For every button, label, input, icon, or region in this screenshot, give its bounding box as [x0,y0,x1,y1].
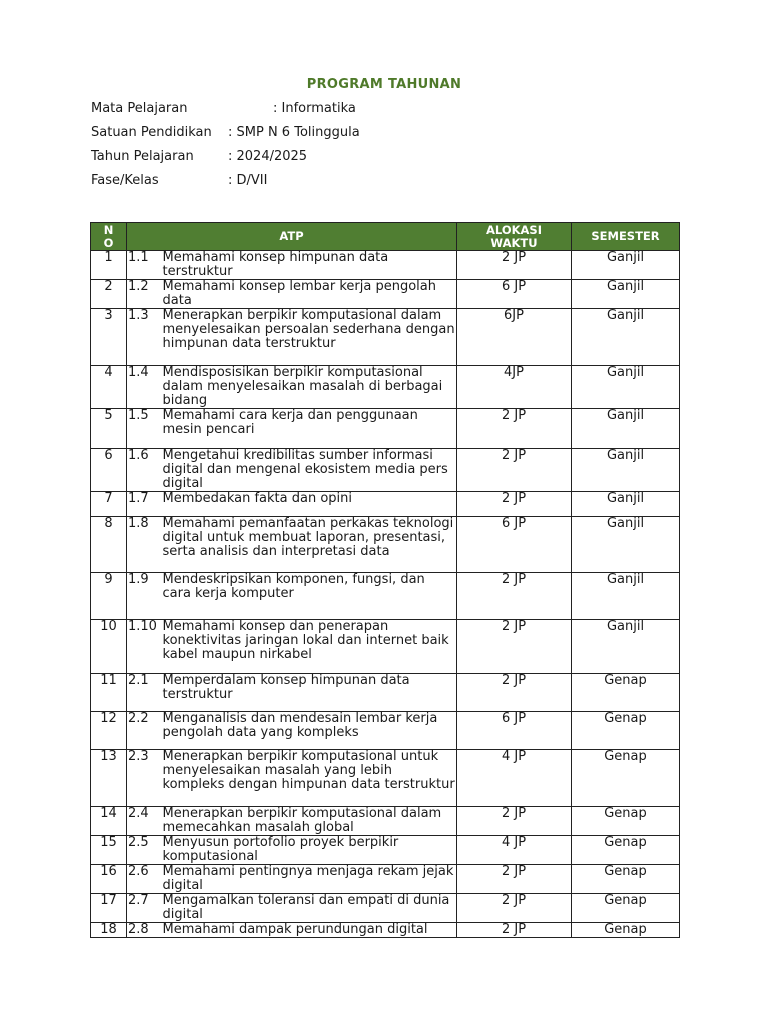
meta-tahun-pelajaran [91,149,308,165]
table-row [91,923,680,938]
semester: Genap [572,750,680,807]
alokasi-waktu: 2 JP [457,620,572,674]
atp-description: Memahami konsep lembar kerja pengolah data [161,280,457,309]
meta-label: Tahun Pelajaran [91,149,194,164]
meta-label: Satuan Pendidikan [91,125,212,140]
meta-label: Fase/Kelas [91,173,159,188]
atp-description: Membedakan fakta dan opini [161,492,457,517]
meta-value: : Informatika [273,101,356,116]
meta-label: Mata Pelajaran [91,101,188,116]
table-row [91,573,680,620]
table-row [91,309,680,366]
atp-code: 1.8 [127,517,161,573]
row-number: 18 [91,923,127,938]
table-row [91,620,680,674]
atp-description: Mendisposisikan berpikir komputasional dalam menyelesaikan masalah di berbagai bidang [161,366,457,409]
atp-description: Memahami cara kerja dan penggunaan mesin pencari [161,409,457,449]
header-no: N O [91,223,127,251]
semester: Ganjil [572,573,680,620]
alokasi-waktu: 6JP [457,309,572,366]
semester: Genap [572,865,680,894]
table-row [91,894,680,923]
alokasi-waktu: 2 JP [457,251,572,280]
table-row [91,280,680,309]
row-number: 11 [91,674,127,712]
alokasi-waktu: 4 JP [457,750,572,807]
meta-fase-kelas [91,173,268,189]
atp-code: 2.3 [127,750,161,807]
atp-code: 1.5 [127,409,161,449]
header-atp: ATP [127,223,457,251]
table-row [91,674,680,712]
semester: Genap [572,807,680,836]
meta-value: : 2024/2025 [228,149,308,164]
alokasi-waktu: 6 JP [457,280,572,309]
atp-description: Memahami pemanfaatan perkakas teknologi digital untuk membuat laporan, presentasi, serta analisis dan interpretasi data [161,517,457,573]
atp-description: Menyusun portofolio proyek berpikir komputasional [161,836,457,865]
row-number: 14 [91,807,127,836]
row-number: 12 [91,712,127,750]
atp-table [90,222,680,938]
table-header-row [91,223,680,251]
semester: Ganjil [572,517,680,573]
alokasi-waktu: 2 JP [457,573,572,620]
row-number: 16 [91,865,127,894]
meta-satuan-pendidikan [91,125,360,141]
meta-mata-pelajaran [91,101,356,117]
alokasi-waktu: 2 JP [457,807,572,836]
alokasi-waktu: 2 JP [457,923,572,938]
row-number: 5 [91,409,127,449]
alokasi-waktu: 6 JP [457,517,572,573]
alokasi-waktu: 2 JP [457,409,572,449]
semester: Ganjil [572,251,680,280]
document-title: PROGRAM TAHUNAN [306,77,462,92]
semester: Genap [572,836,680,865]
atp-code: 1.2 [127,280,161,309]
semester: Ganjil [572,366,680,409]
table-row [91,712,680,750]
atp-description: Menerapkan berpikir komputasional untuk menyelesaikan masalah yang lebih kompleks dengan himpunan data terstruktur [161,750,457,807]
header-semester: SEMESTER [572,223,680,251]
row-number: 4 [91,366,127,409]
atp-description: Mengamalkan toleransi dan empati di dunia digital [161,894,457,923]
alokasi-waktu: 6 JP [457,712,572,750]
atp-code: 2.4 [127,807,161,836]
table-row [91,836,680,865]
row-number: 2 [91,280,127,309]
table-row [91,807,680,836]
atp-description: Memahami konsep himpunan data terstruktur [161,251,457,280]
atp-code: 1.9 [127,573,161,620]
alokasi-waktu: 2 JP [457,865,572,894]
atp-code: 1.3 [127,309,161,366]
semester: Genap [572,894,680,923]
row-number: 10 [91,620,127,674]
atp-description: Memahami pentingnya menjaga rekam jejak digital [161,865,457,894]
atp-description: Memperdalam konsep himpunan data terstruktur [161,674,457,712]
row-number: 1 [91,251,127,280]
table-row [91,366,680,409]
row-number: 3 [91,309,127,366]
atp-description: Menerapkan berpikir komputasional dalam menyelesaikan persoalan sederhana dengan himpunan data terstruktur [161,309,457,366]
semester: Genap [572,712,680,750]
meta-value: : D/VII [228,173,268,188]
semester: Ganjil [572,409,680,449]
atp-code: 2.6 [127,865,161,894]
header-alokasi-waktu: ALOKASI WAKTU [457,223,572,251]
table-row [91,409,680,449]
row-number: 7 [91,492,127,517]
semester: Ganjil [572,309,680,366]
atp-code: 2.2 [127,712,161,750]
atp-code: 1.1 [127,251,161,280]
row-number: 15 [91,836,127,865]
table-row [91,251,680,280]
atp-code: 1.6 [127,449,161,492]
alokasi-waktu: 4JP [457,366,572,409]
atp-code: 2.8 [127,923,161,938]
semester: Ganjil [572,620,680,674]
table-row [91,865,680,894]
row-number: 6 [91,449,127,492]
row-number: 8 [91,517,127,573]
alokasi-waktu: 2 JP [457,449,572,492]
row-number: 9 [91,573,127,620]
semester: Genap [572,923,680,938]
table-row [91,517,680,573]
atp-code: 1.7 [127,492,161,517]
atp-code: 2.1 [127,674,161,712]
meta-value: : SMP N 6 Tolinggula [228,125,360,140]
atp-description: Mengetahui kredibilitas sumber informasi digital dan mengenal ekosistem media pers digital [161,449,457,492]
atp-code: 2.7 [127,894,161,923]
alokasi-waktu: 2 JP [457,674,572,712]
atp-description: Mendeskripsikan komponen, fungsi, dan cara kerja komputer [161,573,457,620]
atp-description: Memahami konsep dan penerapan konektivitas jaringan lokal dan internet baik kabel maupun nirkabel [161,620,457,674]
semester: Ganjil [572,492,680,517]
table-row [91,449,680,492]
table-row [91,750,680,807]
alokasi-waktu: 2 JP [457,894,572,923]
semester: Genap [572,674,680,712]
alokasi-waktu: 2 JP [457,492,572,517]
semester: Ganjil [572,280,680,309]
atp-description: Menerapkan berpikir komputasional dalam memecahkan masalah global [161,807,457,836]
row-number: 17 [91,894,127,923]
row-number: 13 [91,750,127,807]
atp-code: 1.10 [127,620,161,674]
alokasi-waktu: 4 JP [457,836,572,865]
atp-code: 1.4 [127,366,161,409]
semester: Ganjil [572,449,680,492]
atp-code: 2.5 [127,836,161,865]
table-row [91,492,680,517]
atp-description: Menganalisis dan mendesain lembar kerja pengolah data yang kompleks [161,712,457,750]
atp-description: Memahami dampak perundungan digital [161,923,457,938]
